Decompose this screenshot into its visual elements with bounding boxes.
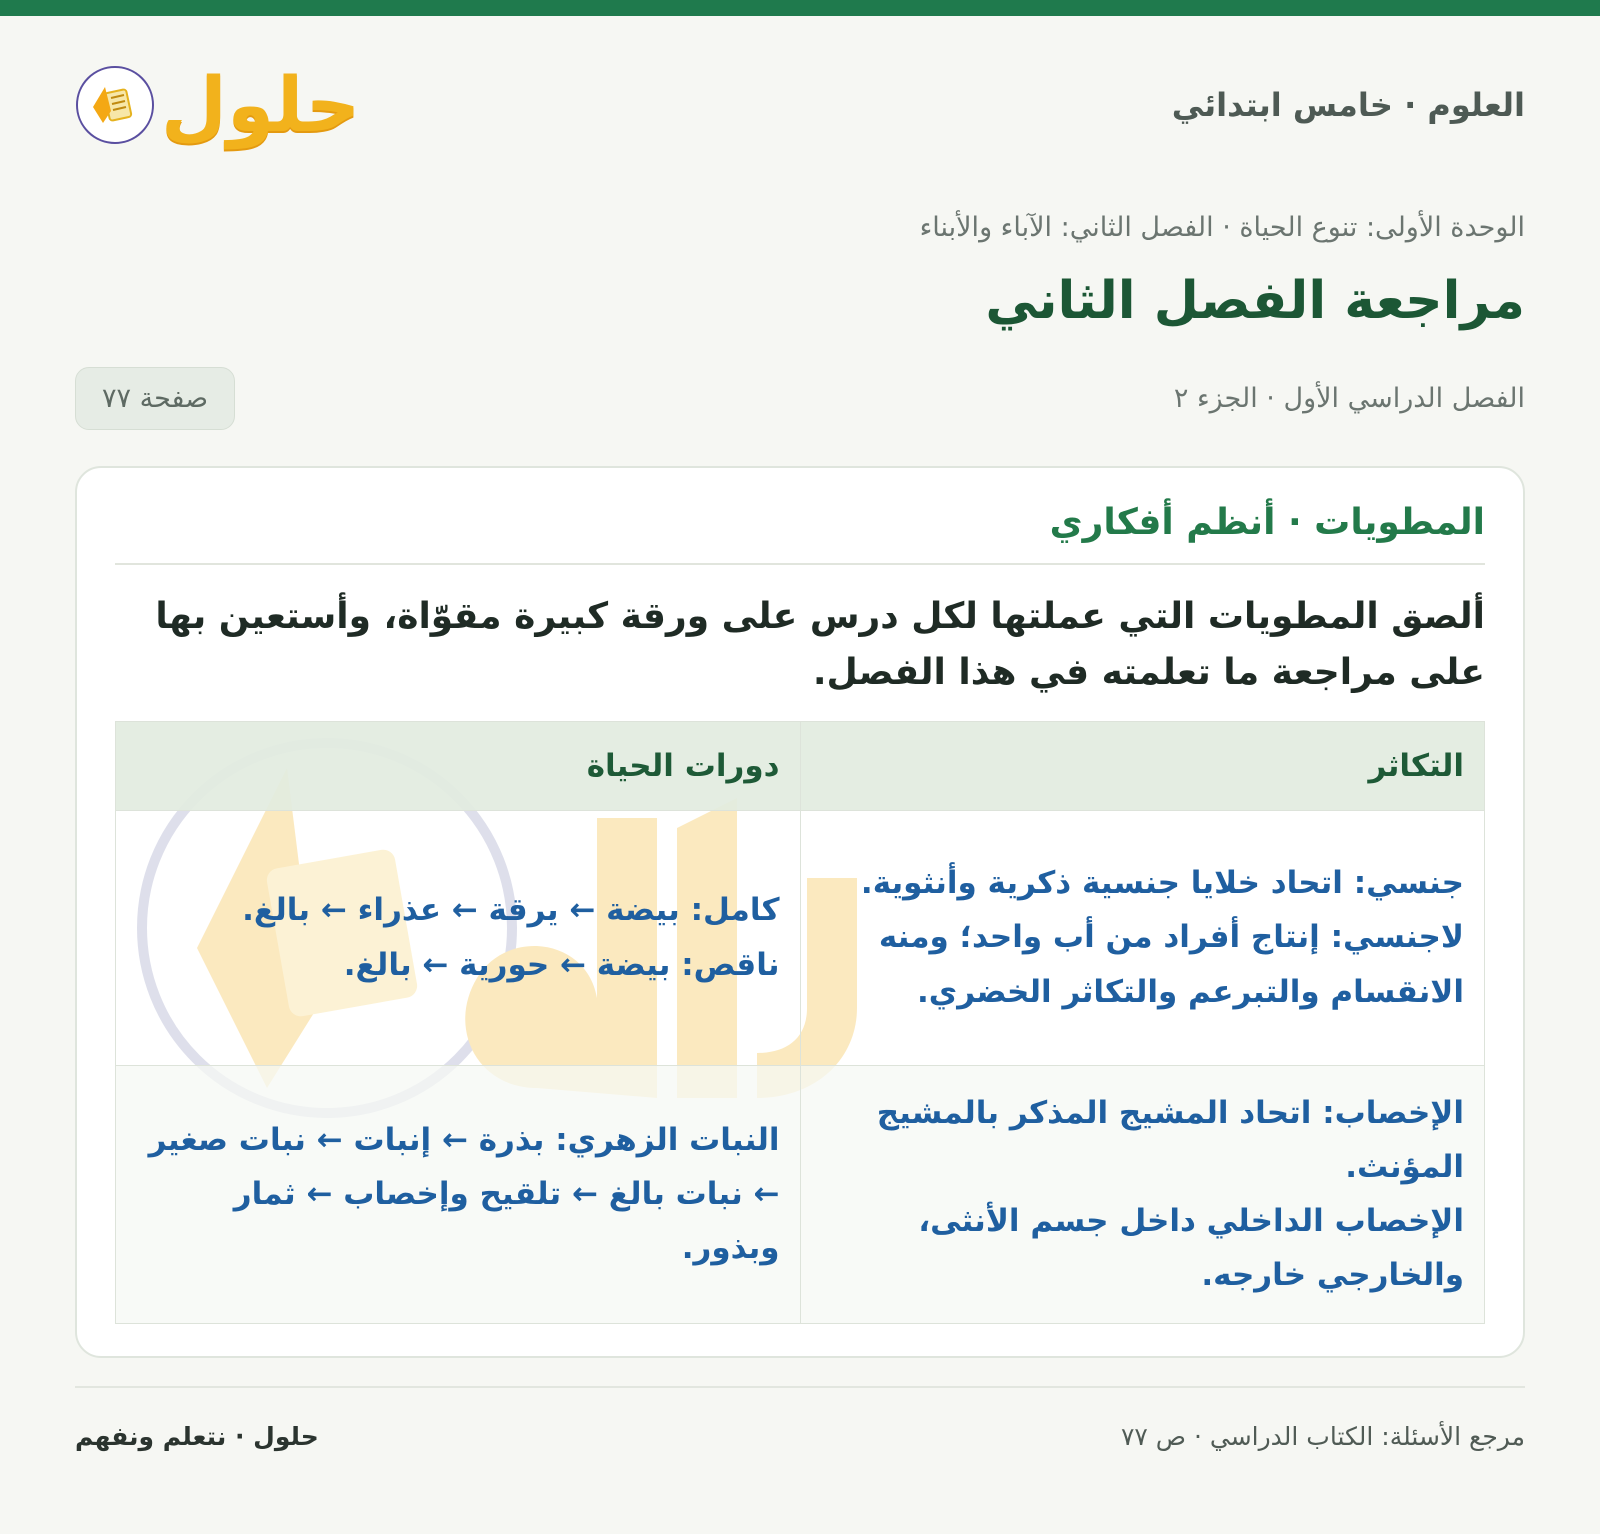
breadcrumb: الوحدة الأولى: تنوع الحياة · الفصل الثاني: الآباء والأبناء	[919, 212, 1525, 243]
logo-wordmark: حلول	[161, 60, 361, 149]
answer-line: ناقص: بيضة ← حورية ← بالغ.	[343, 946, 780, 983]
answer-line: كامل: بيضة ← يرقة ← عذراء ← بالغ.	[242, 892, 780, 929]
page-footer	[75, 1386, 1525, 1484]
term-label: الفصل الدراسي الأول · الجزء ٢	[1173, 383, 1525, 414]
page-title: مراجعة الفصل الثاني	[985, 271, 1525, 331]
table-row	[116, 810, 1485, 1065]
foldables-card	[75, 466, 1525, 1358]
page-header	[75, 16, 1525, 194]
review-table	[115, 721, 1485, 1324]
footer-brand: حلول · نتعلم ونفهم	[75, 1421, 319, 1451]
answer-line: لاجنسي: إنتاج أفراد من أب واحد؛ ومنه الانقسام والتبرعم والتكاثر الخضري.	[878, 919, 1464, 1010]
life-cycles-cell	[116, 810, 801, 1065]
column-header-life-cycles: دورات الحياة	[116, 721, 801, 810]
card-heading: المطويات · أنظم أفكاري	[115, 502, 1485, 565]
answer-line: النبات الزهري: بذرة ← إنبات ← نبات صغير ← نبات بالغ ← تلقيح وإخصاب ← ثمار وبذور.	[148, 1121, 780, 1267]
reproduction-cell	[800, 810, 1485, 1065]
question-reference: مرجع الأسئلة: الكتاب الدراسي · ص ٧٧	[1120, 1421, 1525, 1451]
brand-logo[interactable]	[75, 50, 360, 160]
page-number-badge: صفحة ٧٧	[75, 367, 235, 430]
subject-title: العلوم · خامس ابتدائي	[1171, 86, 1525, 124]
reproduction-cell	[800, 1065, 1485, 1323]
table-row	[116, 1065, 1485, 1323]
table-header-row	[116, 721, 1485, 810]
column-header-reproduction: التكاثر	[800, 721, 1485, 810]
life-cycles-cell	[116, 1065, 801, 1323]
book-pen-icon	[75, 65, 155, 145]
instruction-text: ألصق المطويات التي عملتها لكل درس على ورقة كبيرة مقوّاة، وأستعين بها على مراجعة ما تعلمته في هذا الفصل.	[155, 596, 1485, 693]
answer-line: الإخصاب: اتحاد المشيج المذكر بالمشيج المؤنث.	[876, 1094, 1464, 1185]
answer-line: جنسي: اتحاد خلايا جنسية ذكرية وأنثوية.	[860, 865, 1464, 902]
top-accent-bar	[0, 0, 1600, 16]
page-content	[75, 16, 1525, 1358]
meta-row	[75, 367, 1525, 430]
answer-line: الإخصاب الداخلي داخل جسم الأنثى، والخارجي خارجه.	[918, 1203, 1464, 1294]
